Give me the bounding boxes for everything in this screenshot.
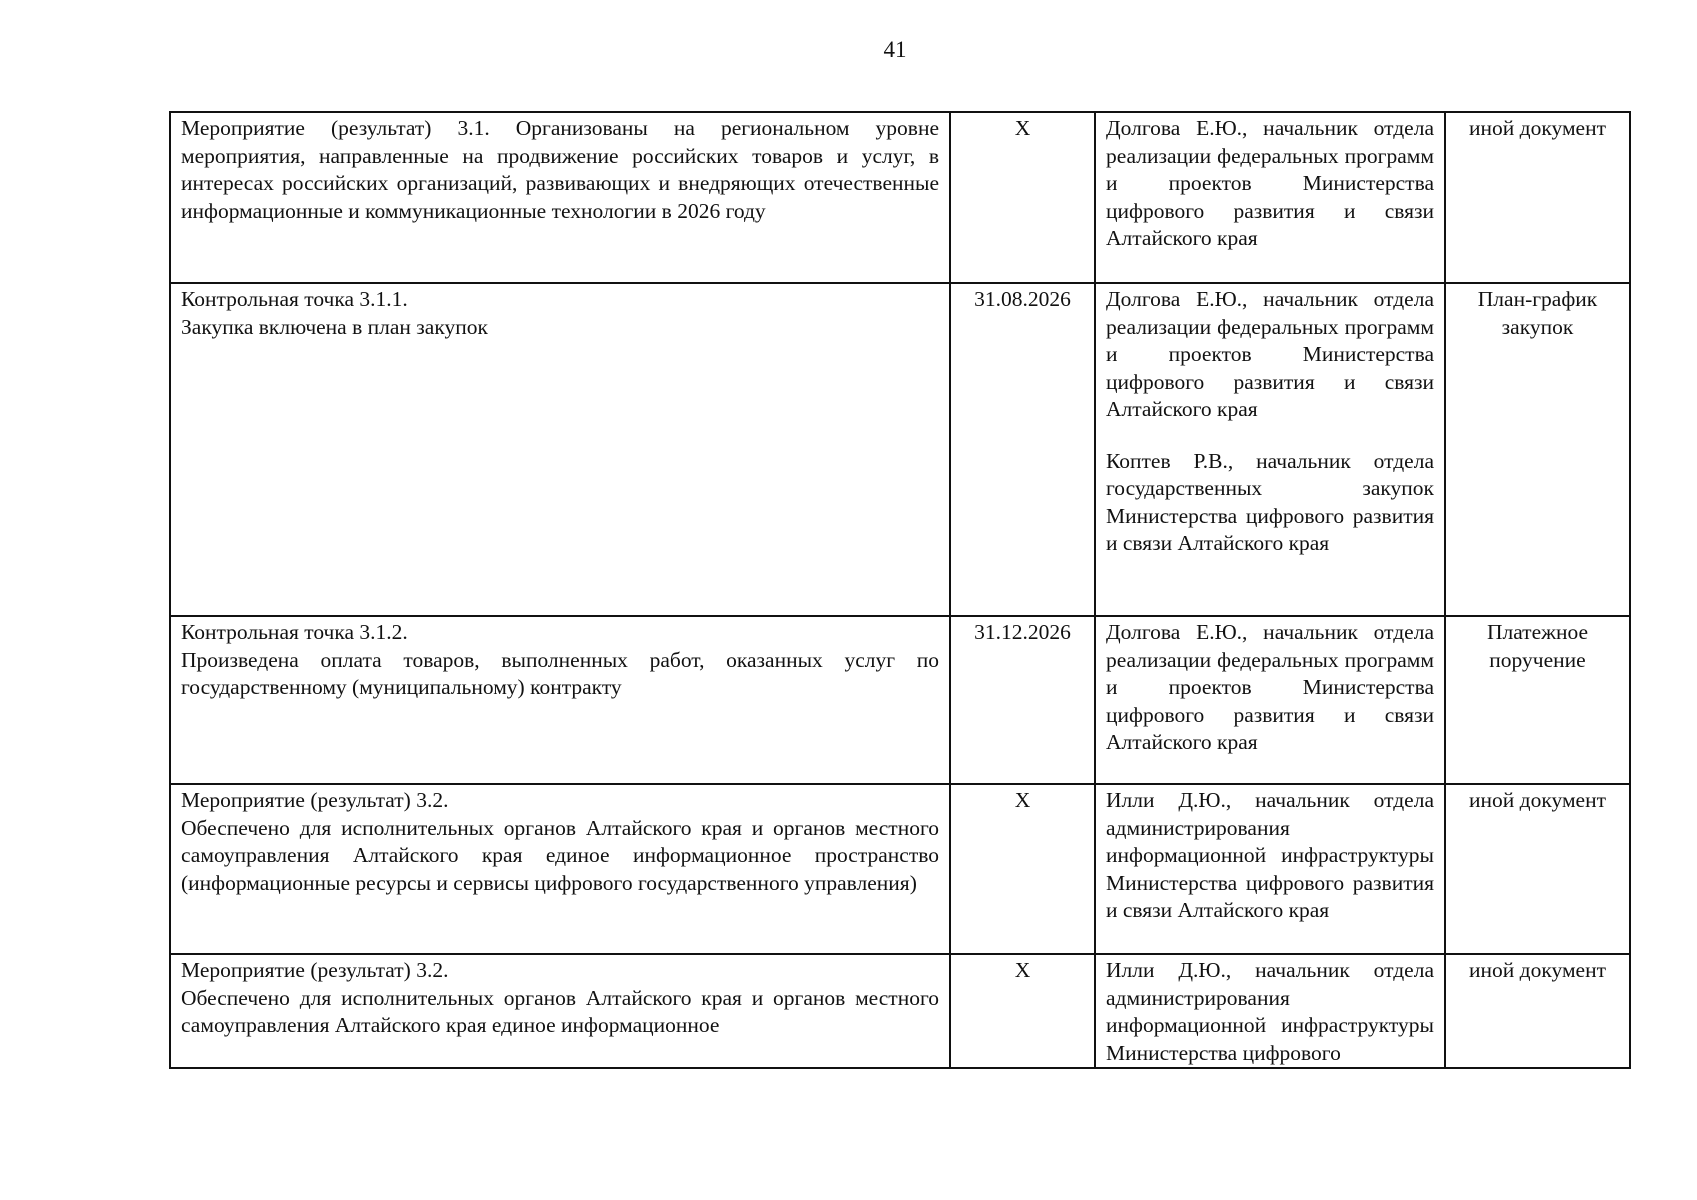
table-row [170,616,1630,784]
responsible-cell [1095,954,1445,1068]
date-cell: X [950,112,1095,283]
date-cell: 31.12.2026 [950,616,1095,784]
description-text: Обеспечено для исполнительных органов Алтайского края и органов местного самоуправления Алтайского края единое информационное [181,985,939,1037]
responsible-person: Коптев Р.В., начальник отдела государственных закупок Министерства цифрового развития и связи Алтайского края [1106,448,1434,555]
responsible-cell [1095,784,1445,954]
plan-table [169,111,1631,1069]
responsible-person: Долгова Е.Ю., начальник отдела реализации федеральных программ и проектов Министерства цифрового развития и связи Алтайского края [1106,116,1434,250]
description-text: Закупка включена в план закупок [181,314,488,339]
event-title: Мероприятие (результат) 3.2. [181,788,449,812]
document-cell: иной документ [1445,784,1630,954]
responsible-cell [1095,283,1445,616]
table-row [170,112,1630,283]
document-cell: Платежное поручение [1445,616,1630,784]
responsible-person: Илли Д.Ю., начальник отдела администрирования информационной инфраструктуры Министерства цифрового [1106,958,1434,1065]
description-text: Мероприятие (результат) 3.1. Организованы на региональном уровне мероприятия, направленные на продвижение российских товаров и услуг, в интересах российских организаций, развивающих и внедряющих отечественные информационные и коммуникационные технологии в 2026 году [181,116,939,223]
date-cell: X [950,954,1095,1068]
responsible-cell [1095,616,1445,784]
description-cell [170,283,950,616]
description-cell [170,784,950,954]
responsible-person: Илли Д.Ю., начальник отдела администрирования информационной инфраструктуры Министерства цифрового развития и связи Алтайского края [1106,788,1434,922]
description-cell [170,112,950,283]
responsible-cell [1095,112,1445,283]
document-cell: План-график закупок [1445,283,1630,616]
document-cell: иной документ [1445,954,1630,1068]
event-title: Мероприятие (результат) 3.2. [181,958,449,982]
date-cell: X [950,784,1095,954]
table-row [170,784,1630,954]
date-cell: 31.08.2026 [950,283,1095,616]
responsible-person: Долгова Е.Ю., начальник отдела реализации федеральных программ и проектов Министерства цифрового развития и связи Алтайского края [1106,287,1434,421]
document-cell: иной документ [1445,112,1630,283]
description-text: Произведена оплата товаров, выполненных работ, оказанных услуг по государственному (муниципальному) контракту [181,647,939,699]
table-row [170,283,1630,616]
responsible-person: Долгова Е.Ю., начальник отдела реализации федеральных программ и проектов Министерства цифрового развития и связи Алтайского края [1106,620,1434,754]
control-point-title: Контрольная точка 3.1.2. [181,620,408,644]
description-cell [170,616,950,784]
page-number: 41 [883,37,907,62]
description-text: Обеспечено для исполнительных органов Алтайского края и органов местного самоуправления Алтайского края единое информационное пространство (информационные ресурсы и сервисы цифрового государственного управления) [181,815,939,895]
table-row [170,954,1630,1068]
description-cell [170,954,950,1068]
control-point-title: Контрольная точка 3.1.1. [181,287,408,311]
